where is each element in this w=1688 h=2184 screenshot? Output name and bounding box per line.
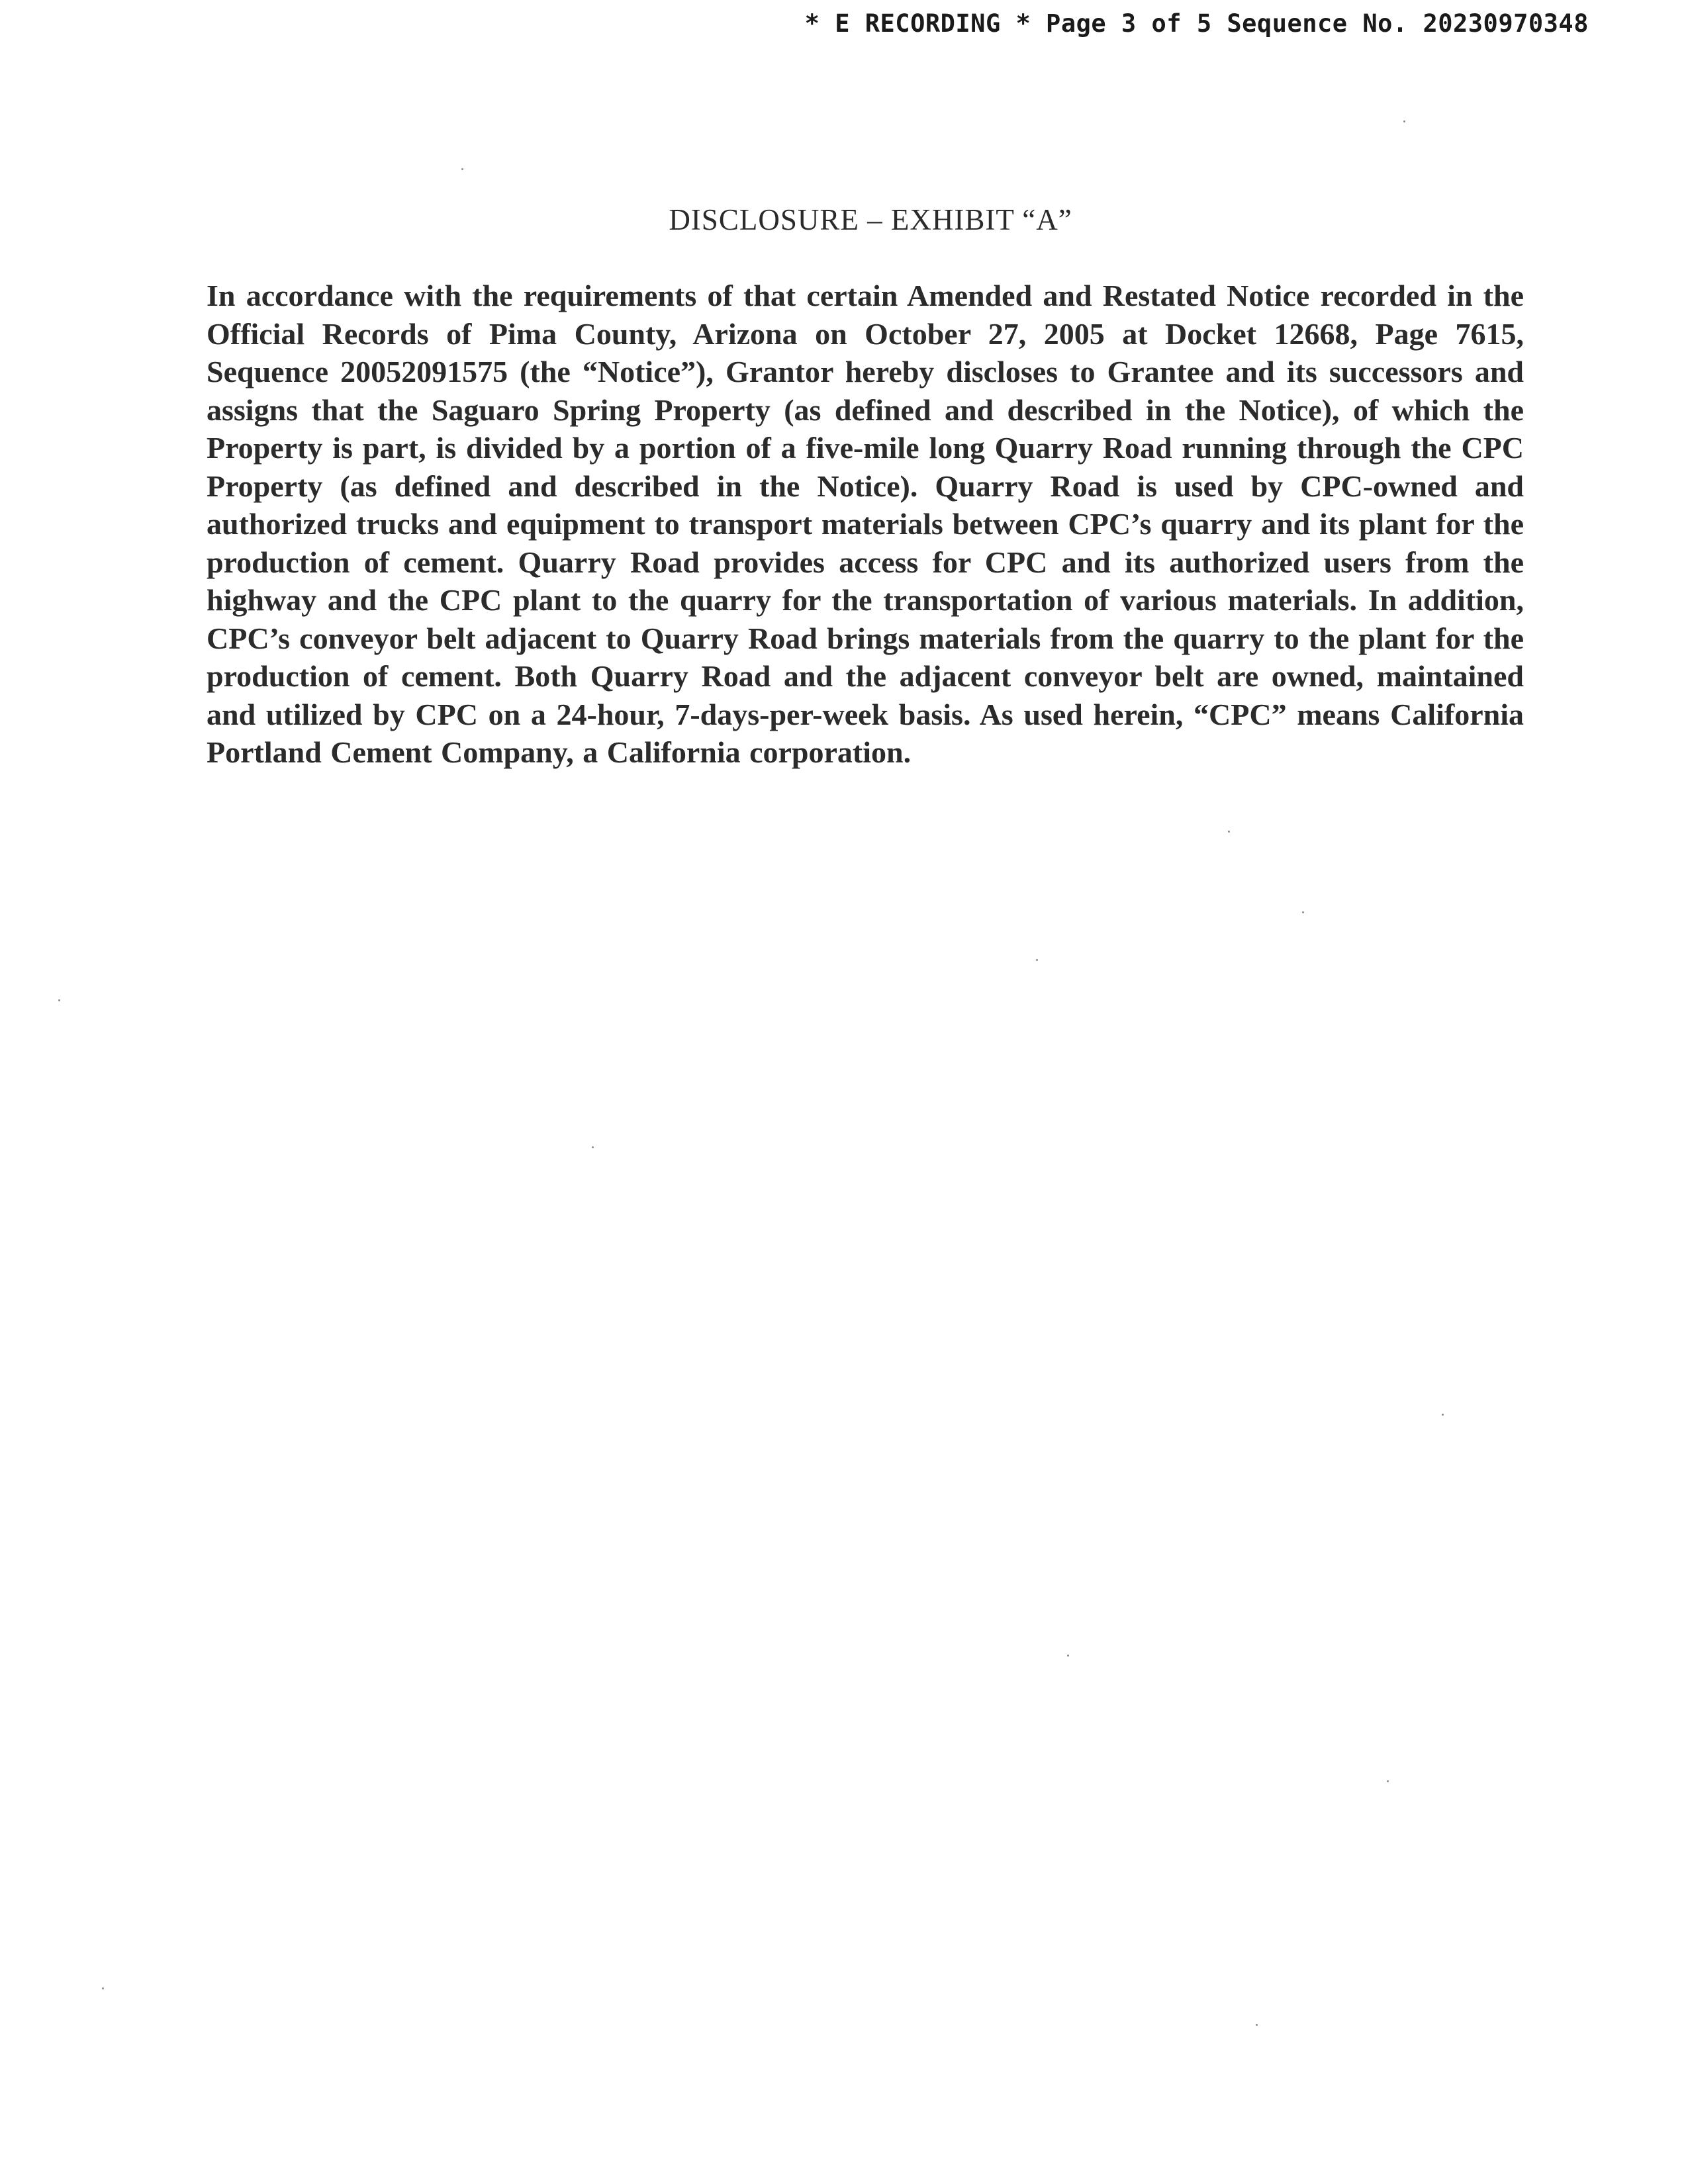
exhibit-title-text: DISCLOSURE – EXHIBIT “A” [669, 203, 1072, 236]
scan-speck [1387, 1780, 1389, 1782]
scan-speck [1067, 1655, 1069, 1657]
scan-speck [461, 168, 463, 170]
scan-speck [1403, 120, 1405, 122]
scan-speck [1228, 831, 1230, 833]
scan-speck [592, 1146, 594, 1148]
scan-speck [1302, 911, 1304, 913]
scan-speck [102, 1987, 104, 1989]
exhibit-title [0, 203, 1688, 237]
scan-speck [1036, 959, 1038, 961]
disclosure-paragraph: In accordance with the requirements of that certain Amended and Restated Notice recorded in the Official Records of Pima County, Arizona on October 27, 2005 at Docket 12668, Page 7615, Sequence 20052091575 (the “Notice”), Grantor hereby discloses to Grantee and its successors and assigns that the Saguaro Spring Property (as defined and described in the Notice), of which the Property is part, is divided by a portion of a five-mile long Quarry Road running through the CPC Property (as defined and described in the Notice). Quarry Road is used by CPC-owned and authorized trucks and equipment to transport materials between CPC’s quarry and its plant for the production of cement. Quarry Road provides access for CPC and its authorized users from the highway and the CPC plant to the quarry for the transportation of various materials. In addition, CPC’s conveyor belt adjacent to Quarry Road brings materials from the quarry to the plant for the production of cement. Both Quarry Road and the adjacent conveyor belt are owned, maintained and utilized by CPC on a 24-hour, 7-days-per-week basis. As used herein, “CPC” means California Portland Cement Company, a California corporation. [207, 279, 1524, 769]
recording-header: * E RECORDING * Page 3 of 5 Sequence No. 20230970348 [804, 9, 1589, 38]
scan-speck [1442, 1414, 1444, 1416]
scan-speck [58, 999, 60, 1001]
scan-speck [1256, 2024, 1258, 2026]
